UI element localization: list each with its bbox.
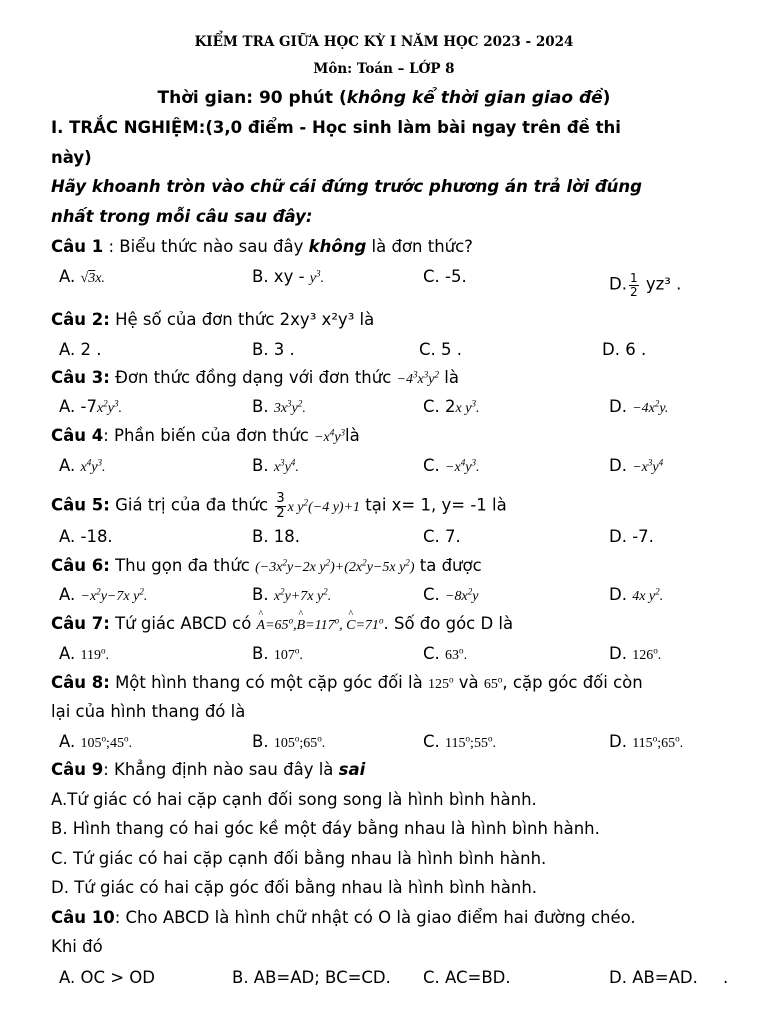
q3-d-math: $-4x^2y$. [632, 398, 669, 416]
q9-option-c[interactable]: C. Tứ giác có hai cặp cạnh đối bằng nhau là hình bình hành. [51, 849, 547, 868]
time-label: Thời gian [157, 88, 247, 108]
q8-angle-1: 125$^o$ [427, 674, 454, 692]
q1-b-label: B. xy - [252, 267, 310, 286]
q10-label: Câu 10 [51, 908, 115, 927]
q3-c-math: x $y^3$. [455, 398, 480, 416]
q1-label: Câu 1 [51, 237, 104, 256]
q4-a-label: A. [59, 456, 81, 475]
q2-option-b[interactable]: B. 3 . [252, 340, 295, 359]
q4-c-label: C. [423, 456, 446, 475]
question-6 [51, 558, 482, 575]
q10-option-c[interactable]: C. AC=BD. [423, 968, 511, 987]
question-7 [51, 616, 513, 633]
q7-option-c[interactable] [423, 646, 467, 663]
q5-fraction: $\frac{3}{2}$ [276, 491, 285, 521]
q6-a-label: A. [59, 585, 81, 604]
exam-time: Thời gian: 90 phút (không kể thời gian giao đề) [157, 88, 611, 108]
q8-d-label: D. [609, 732, 633, 751]
question-8 [51, 675, 643, 692]
q8-c-math: 115$^o$;55$^o$. [445, 733, 496, 751]
exam-subject: Môn: Toán – LỚP 8 [313, 61, 455, 77]
q6-option-b[interactable] [252, 587, 331, 604]
question-10 [51, 910, 636, 927]
q5-expr: x $y^2(-4$ y)+1 [287, 496, 361, 515]
time-close: ) [602, 88, 611, 108]
q6-c-label: C. [423, 585, 446, 604]
q9-option-b[interactable]: B. Hình thang có hai góc kề một đáy bằng nhau là hình bình hành. [51, 819, 600, 838]
exam-title: KIỂM TRA GIỮA HỌC KỲ I NĂM HỌC 2023 - 2024 [194, 34, 574, 50]
q4-option-b[interactable] [252, 458, 299, 475]
q10-option-b[interactable]: B. AB=AD; BC=CD. [232, 968, 391, 987]
q7-option-d[interactable] [609, 646, 661, 663]
q3-a-math: $x^2y^3$. [96, 398, 122, 416]
q1-option-b[interactable] [252, 269, 324, 286]
q1-emphasis: không [308, 237, 367, 256]
q9-option-a[interactable]: A.Tứ giác có hai cặp cạnh đối song song là hình bình hành. [51, 790, 537, 809]
q10-trailing-dot: . [723, 968, 729, 987]
q6-option-a[interactable] [59, 587, 147, 604]
q7-text: Tứ giác ABCD có [109, 614, 257, 633]
q1-option-d[interactable] [609, 272, 681, 298]
q3-text: Đơn thức đồng dạng với đơn thức [109, 368, 397, 387]
q8-c-label: C. [423, 732, 446, 751]
question-8-cont: lại của hình thang đó là [51, 702, 246, 721]
q5-text: Giá trị của đa thức [109, 495, 274, 515]
q9-option-d[interactable]: D. Tứ giác có hai cặp góc đối bằng nhau là hình bình hành. [51, 878, 538, 897]
q1-text: : Biểu thức nào sau đây [103, 237, 309, 256]
q2-option-d[interactable]: D. 6 . [602, 340, 647, 359]
q10-text: : Cho ABCD là hình chữ nhật có O là giao điểm hai đường chéo. [114, 908, 636, 927]
q5-option-b[interactable]: B. 18. [252, 527, 301, 546]
q4-b-label: B. [252, 456, 274, 475]
q4-option-c[interactable] [423, 458, 480, 475]
question-9 [51, 762, 365, 779]
section-title-cont: này) [51, 148, 92, 167]
instruction: Hãy khoanh tròn vào chữ cái đứng trước phương án trả lời đúng [51, 177, 642, 196]
q9-emphasis: sai [338, 760, 366, 779]
q7-expr: ^ $A=65^o,\^{}$ $B=117^o$, ^ $C=71^o$ [257, 618, 384, 633]
question-3 [51, 370, 459, 387]
q8-b-math: 105$^o$;65$^o$. [273, 733, 326, 751]
q10-option-a[interactable]: A. OC > OD [59, 968, 156, 987]
q3-label: Câu 3: [51, 368, 110, 387]
q9-label: Câu 9 [51, 760, 104, 779]
q7-text-end: . Số đo góc D là [383, 614, 514, 633]
question-5 [51, 492, 507, 520]
q4-d-label: D. [609, 456, 633, 475]
q7-a-math: 119$^o$. [80, 645, 110, 663]
q4-c-math: $-x^4y^3$. [445, 457, 480, 475]
q1-d-fraction: $\frac{1}{2}$ [629, 271, 638, 299]
section-title: I. TRẮC NGHIỆM:(3,0 điểm - Học sinh làm bài ngay trên đề thi [51, 118, 621, 137]
q4-a-math: $x^4y^3$. [80, 457, 106, 475]
q5-option-c[interactable]: C. 7. [423, 527, 461, 546]
q6-text: Thu gọn đa thức [109, 556, 256, 575]
q6-b-label: B. [252, 585, 274, 604]
q3-a-label: A. -7 [59, 397, 97, 416]
time-value: 90 phút ( [258, 88, 347, 108]
q7-c-label: C. [423, 644, 446, 663]
q2-text: Hệ số của đơn thức 2xy³ x²y³ là [109, 310, 375, 329]
q2-option-c[interactable]: C. 5 . [419, 340, 462, 359]
q1-d-tail: yz³ . [640, 274, 682, 294]
q8-label: Câu 8: [51, 673, 110, 692]
q6-a-math: $-x^2y-7x$ $y^2$. [80, 586, 148, 604]
q8-option-c[interactable] [423, 734, 496, 751]
q3-c-label: C. 2 [423, 397, 456, 416]
q6-d-label: D. [609, 585, 633, 604]
q7-b-math: 107$^o$. [273, 645, 303, 663]
q4-label: Câu 4 [51, 426, 104, 445]
q8-text-mid: và [453, 673, 484, 692]
q1-a-label: A. [59, 267, 76, 286]
q8-a-math: 105$^o$;45$^o$. [80, 733, 132, 751]
q4-d-math: $-x^3y^4$ [632, 457, 664, 475]
q6-label: Câu 6: [51, 556, 110, 575]
q8-d-math: 115$^o$;65$^o$. [632, 733, 684, 751]
q3-expr: $-4^3x^3y^2$ [396, 369, 440, 387]
q7-label: Câu 7: [51, 614, 110, 633]
q8-angle-2: 65$^o$ [483, 674, 503, 692]
q8-option-a[interactable] [59, 734, 132, 751]
q6-option-c[interactable] [423, 587, 478, 604]
q1-b-math: $y^3$. [309, 268, 325, 286]
question-2 [51, 312, 374, 329]
q6-b-math: $x^2y+7x$ $y^2$. [273, 586, 332, 604]
q8-b-label: B. [252, 732, 274, 751]
q1-text-end: là đơn thức? [366, 237, 473, 256]
question-4 [51, 428, 360, 445]
q8-option-d[interactable] [609, 734, 683, 751]
q4-text: : Phần biến của đơn thức [103, 426, 315, 445]
q3-b-label: B. [252, 397, 274, 416]
q6-option-d[interactable] [609, 587, 663, 604]
instruction-cont: nhất trong mỗi câu sau đây: [51, 207, 313, 226]
q7-option-a[interactable] [59, 646, 109, 663]
q3-b-math: $3x^3y^2$. [273, 398, 306, 416]
q7-c-math: 63$^o$. [445, 645, 468, 663]
q6-c-math: $-8x^2y$ [445, 586, 479, 604]
q7-d-label: D. [609, 644, 633, 663]
q3-option-b[interactable] [252, 399, 306, 416]
q1-a-math: √3x. [80, 271, 105, 286]
q6-d-math: 4x $y^2$. [632, 586, 664, 604]
q8-a-label: A. [59, 732, 81, 751]
q8-option-b[interactable] [252, 734, 325, 751]
q8-text: Một hình thang có một cặp góc đối là [109, 673, 428, 692]
question-10-cont: Khi đó [51, 937, 103, 956]
q4-option-a[interactable] [59, 458, 106, 475]
q9-text: : Khẳng định nào sau đây là [103, 760, 339, 779]
q1-d-label: D. [609, 274, 627, 294]
q1-option-c[interactable]: C. -5. [423, 267, 467, 286]
q7-option-b[interactable] [252, 646, 303, 663]
q5-option-a[interactable]: A. -18. [59, 527, 113, 546]
q5-label: Câu 5: [51, 495, 110, 515]
q7-b-label: B. [252, 644, 274, 663]
q3-option-c[interactable] [423, 399, 480, 416]
q6-expr: ($-3x^2y-2x$ $y^2)+(2x^2y-5x$ $y^2$) [255, 557, 415, 575]
q1-option-a[interactable] [59, 269, 105, 286]
q8-text-end: , cặp góc đối còn [502, 673, 643, 692]
q2-label: Câu 2: [51, 310, 110, 329]
q6-text-end: ta được [414, 556, 482, 575]
q7-a-label: A. [59, 644, 81, 663]
time-note: không kể thời gian giao đề [346, 88, 603, 108]
q5-option-d[interactable]: D. -7. [609, 527, 654, 546]
q3-text-end: là [439, 368, 460, 387]
q4-option-d[interactable] [609, 458, 663, 475]
q7-d-math: 126$^o$. [632, 645, 662, 663]
q4-expr: $-x^4y^3$ [314, 427, 345, 445]
q4-b-math: $x^3y^4$. [273, 457, 299, 475]
question-1 [51, 239, 473, 256]
q5-text-end: tại x= 1, y= -1 là [360, 495, 507, 515]
q4-text-end: là [345, 426, 360, 445]
q3-d-label: D. [609, 397, 633, 416]
q3-option-d[interactable] [609, 399, 668, 416]
q2-option-a[interactable]: A. 2 . [59, 340, 102, 359]
q10-option-d[interactable]: D. AB=AD. [609, 968, 698, 987]
q3-option-a[interactable] [59, 399, 122, 416]
